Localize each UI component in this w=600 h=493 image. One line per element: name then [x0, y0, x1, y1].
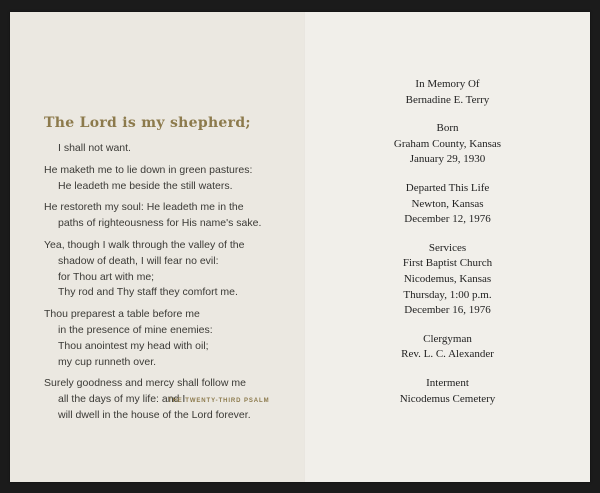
section-label: Interment — [426, 376, 469, 389]
section-label: Born — [436, 122, 459, 135]
birth-date: January 29, 1930 — [409, 153, 486, 166]
psalm-line: paths of righteousness for His name's sake. — [58, 217, 262, 230]
service-place: Nicodemus, Kansas — [403, 272, 492, 285]
psalm-line: Thy rod and Thy staff they comfort me. — [58, 286, 238, 299]
services-section — [305, 241, 590, 319]
psalm-heading: The Lord is my shepherd; — [44, 115, 251, 131]
psalm-line: Yea, though I walk through the valley of the — [44, 238, 245, 251]
death-date: December 12, 1976 — [404, 213, 491, 226]
interment-place: Nicodemus Cemetery — [399, 392, 496, 405]
interment-section — [305, 376, 590, 407]
psalm-line: Thou preparest a table before me — [44, 308, 200, 321]
psalm-line: Surely goodness and mercy shall follow me — [44, 377, 246, 390]
section-label: In Memory Of — [415, 78, 480, 90]
psalm-text — [44, 141, 294, 424]
psalm-line: for Thou art with me; — [58, 270, 155, 283]
psalm-line: I shall not want. — [58, 142, 131, 154]
psalm-line: shadow of death, I will fear no evil: — [58, 254, 219, 267]
right-page — [305, 12, 590, 482]
psalm-line: He leadeth me beside the still waters. — [58, 179, 233, 192]
departed-section — [305, 181, 590, 228]
psalm-line: will dwell in the house of the Lord forever. — [58, 408, 251, 421]
deceased-name: Bernadine E. Terry — [405, 93, 490, 106]
section-label: Clergyman — [423, 332, 472, 345]
psalm-source: THE TWENTY-THIRD PSALM — [168, 398, 270, 404]
service-time: Thursday, 1:00 p.m. — [403, 288, 492, 301]
left-page — [10, 12, 304, 482]
psalm-line: Thou anointest my head with oil; — [58, 339, 209, 352]
psalm-line: my cup runneth over. — [58, 355, 157, 368]
psalm-line: in the presence of mine enemies: — [58, 323, 213, 336]
clergyman-section — [305, 332, 590, 363]
death-place: Newton, Kansas — [411, 197, 484, 210]
in-memory-section — [305, 77, 590, 108]
section-label: Departed This Life — [405, 181, 490, 194]
section-label: Services — [428, 241, 467, 254]
born-section — [305, 121, 590, 168]
service-church: First Baptist Church — [402, 257, 493, 270]
service-date: December 16, 1976 — [404, 304, 491, 317]
psalm-line: He maketh me to lie down in green pastures: — [44, 163, 253, 176]
birth-place: Graham County, Kansas — [393, 137, 502, 150]
psalm-line: He restoreth my soul: He leadeth me in the — [44, 201, 244, 214]
clergyman-name: Rev. L. C. Alexander — [401, 348, 494, 361]
psalm-line: all the days of my life: and I — [58, 393, 186, 406]
memorial-text — [305, 77, 590, 420]
folded-memorial-card — [10, 12, 590, 482]
